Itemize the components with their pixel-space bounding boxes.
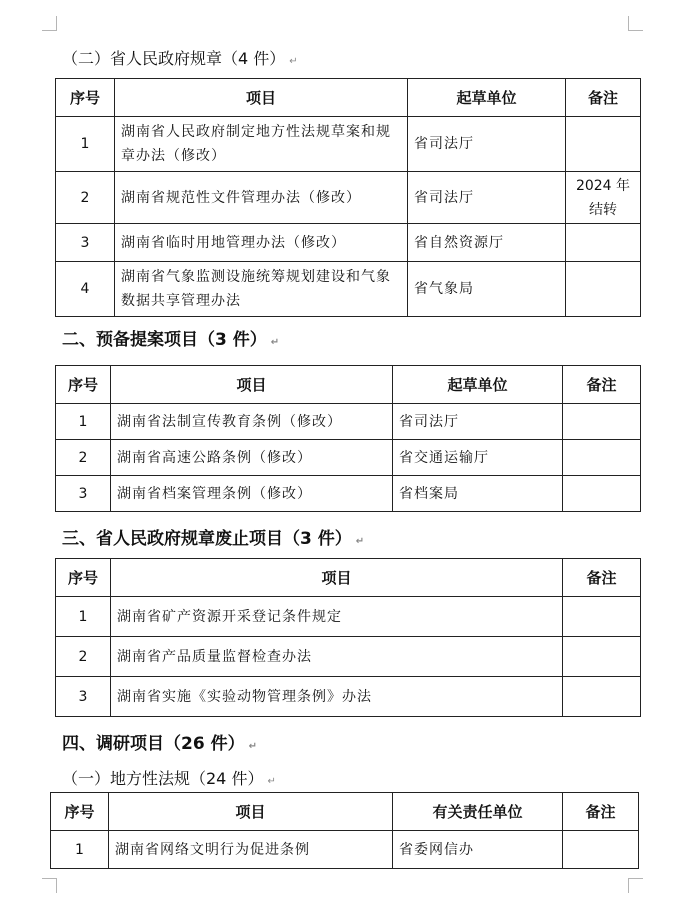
row-note (563, 637, 641, 677)
section-heading: 三、省人民政府规章废止项目（3 件） ↵ (62, 529, 365, 549)
row-note (566, 117, 641, 172)
table-header-row (56, 366, 641, 404)
row-note (563, 597, 641, 637)
table-row (56, 476, 641, 512)
col-header: 起草单位 (393, 366, 563, 404)
table-row (56, 677, 641, 717)
table-header-row (56, 559, 641, 597)
row-number: 4 (56, 262, 115, 317)
row-note (563, 476, 641, 512)
row-number: 3 (56, 476, 111, 512)
col-header: 有关责任单位 (393, 793, 563, 831)
repeal-table (55, 558, 641, 717)
row-number: 3 (56, 224, 115, 262)
table-row (56, 440, 641, 476)
table-header-row (51, 793, 639, 831)
row-note (563, 677, 641, 717)
row-number: 3 (56, 677, 111, 717)
col-header: 备注 (566, 79, 641, 117)
col-header: 起草单位 (408, 79, 566, 117)
regulations-table (55, 78, 641, 317)
row-number: 2 (56, 637, 111, 677)
row-note (563, 831, 639, 869)
page-corner-mark (628, 878, 643, 893)
row-note (566, 262, 641, 317)
section-heading: （二）省人民政府规章（4 件） ↵ (62, 49, 298, 68)
col-header: 项目 (111, 559, 563, 597)
table-row (56, 404, 641, 440)
col-header: 项目 (109, 793, 393, 831)
row-note (563, 440, 641, 476)
row-unit: 省气象局 (408, 262, 566, 317)
page-corner-mark (42, 16, 57, 31)
row-item: 湖南省规范性文件管理办法（修改） (115, 172, 408, 224)
row-unit: 省司法厅 (393, 404, 563, 440)
row-unit: 省自然资源厅 (408, 224, 566, 262)
row-item: 湖南省临时用地管理办法（修改） (115, 224, 408, 262)
row-item: 湖南省档案管理条例（修改） (111, 476, 393, 512)
col-header: 序号 (56, 79, 115, 117)
col-header: 序号 (56, 559, 111, 597)
table-row (51, 831, 639, 869)
row-number: 1 (56, 117, 115, 172)
section-heading: 四、调研项目（26 件） ↵ (62, 734, 257, 754)
row-item: 湖南省法制宣传教育条例（修改） (111, 404, 393, 440)
preparatory-proposals-table (55, 365, 641, 512)
research-projects-table (50, 792, 639, 869)
col-header: 序号 (56, 366, 111, 404)
heading-text: 三、省人民政府规章废止项目（3 件） (62, 529, 352, 549)
row-number: 2 (56, 172, 115, 224)
row-number: 1 (56, 597, 111, 637)
row-item: 湖南省人民政府制定地方性法规草案和规章办法（修改） (115, 117, 408, 172)
col-header: 备注 (563, 366, 641, 404)
col-header: 备注 (563, 793, 639, 831)
row-unit: 省交通运输厅 (393, 440, 563, 476)
page-corner-mark (42, 878, 57, 893)
row-item: 湖南省网络文明行为促进条例 (109, 831, 393, 869)
row-item: 湖南省气象监测设施统筹规划建设和气象数据共享管理办法 (115, 262, 408, 317)
row-unit: 省委网信办 (393, 831, 563, 869)
col-header: 项目 (111, 366, 393, 404)
sub-heading: （一）地方性法规（24 件） ↵ (62, 769, 276, 788)
row-note (566, 224, 641, 262)
row-item: 湖南省矿产资源开采登记条件规定 (111, 597, 563, 637)
row-number: 1 (51, 831, 109, 869)
row-unit: 省司法厅 (408, 172, 566, 224)
table-row (56, 172, 641, 224)
heading-text: （二）省人民政府规章（4 件） (62, 49, 286, 68)
heading-text: 四、调研项目（26 件） (62, 734, 245, 754)
row-note: 2024 年结转 (566, 172, 641, 224)
heading-text: 二、预备提案项目（3 件） (62, 330, 267, 350)
table-row (56, 637, 641, 677)
row-item: 湖南省高速公路条例（修改） (111, 440, 393, 476)
row-number: 1 (56, 404, 111, 440)
row-number: 2 (56, 440, 111, 476)
table-row (56, 224, 641, 262)
row-unit: 省司法厅 (408, 117, 566, 172)
page-corner-mark (628, 16, 643, 31)
row-note (563, 404, 641, 440)
col-header: 序号 (51, 793, 109, 831)
heading-text: （一）地方性法规（24 件） (62, 769, 264, 788)
table-row (56, 597, 641, 637)
table-row (56, 262, 641, 317)
row-item: 湖南省实施《实验动物管理条例》办法 (111, 677, 563, 717)
row-item: 湖南省产品质量监督检查办法 (111, 637, 563, 677)
col-header: 项目 (115, 79, 408, 117)
row-unit: 省档案局 (393, 476, 563, 512)
col-header: 备注 (563, 559, 641, 597)
section-heading: 二、预备提案项目（3 件） ↵ (62, 330, 280, 350)
table-row (56, 117, 641, 172)
table-header-row (56, 79, 641, 117)
